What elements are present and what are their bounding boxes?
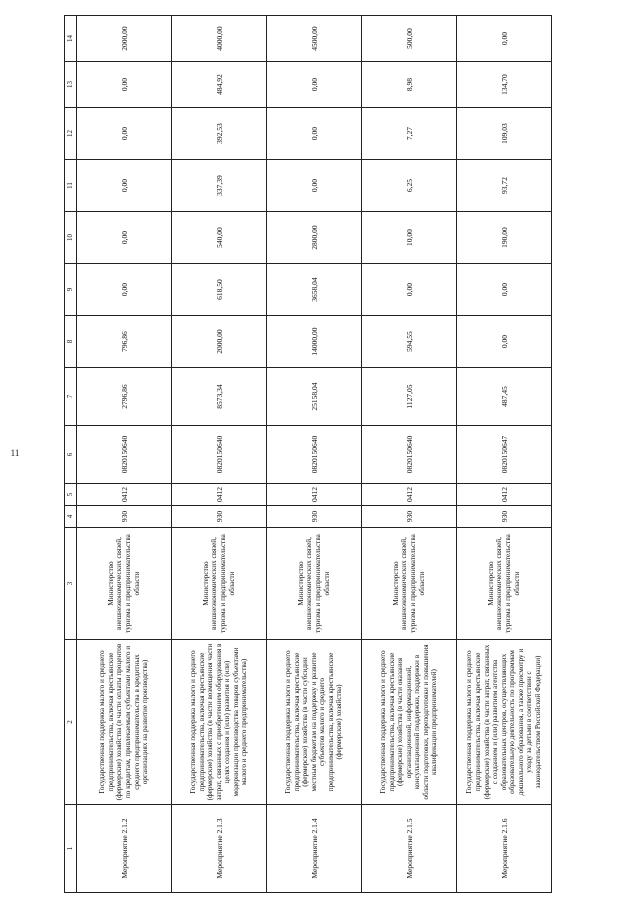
cell-c14: 500,00 bbox=[362, 16, 457, 62]
cell-c4: 930 bbox=[457, 506, 552, 528]
cell-c8: 796,86 bbox=[77, 316, 172, 368]
cell-c7: 2796,86 bbox=[77, 368, 172, 426]
page-number: 11 bbox=[10, 448, 20, 458]
col-header: 2 bbox=[65, 640, 77, 805]
header-row bbox=[65, 16, 77, 893]
cell-c4: 930 bbox=[362, 506, 457, 528]
program-table bbox=[64, 15, 552, 893]
cell-c10: 540,00 bbox=[172, 212, 267, 264]
col-header: 4 bbox=[65, 506, 77, 528]
cell-c11: 0,00 bbox=[267, 160, 362, 212]
cell-c8: 14000,00 bbox=[267, 316, 362, 368]
col-header: 7 bbox=[65, 368, 77, 426]
cell-c11: 0,00 bbox=[77, 160, 172, 212]
col-header: 8 bbox=[65, 316, 77, 368]
cell-c12: 7,27 bbox=[362, 108, 457, 160]
cell-c5: 0412 bbox=[457, 484, 552, 506]
cell-c14: 4000,00 bbox=[172, 16, 267, 62]
cell-c5: 0412 bbox=[77, 484, 172, 506]
cell-c4: 930 bbox=[77, 506, 172, 528]
executor: Министерство внешнеэкономических связей, туризма и предпринимательства области bbox=[457, 528, 552, 640]
col-header: 11 bbox=[65, 160, 77, 212]
col-header: 3 bbox=[65, 528, 77, 640]
measure-description: Государственная поддержка малого и среднего предпринимательства, включая крестьянские (фермерские) хозяйства (в части оплаты процентов по кредитам, привлекаемым субъектами малого и среднего предпринимательства в кредитных организациях на развитие производства) bbox=[77, 640, 172, 805]
cell-c8: 594,55 bbox=[362, 316, 457, 368]
table-row bbox=[172, 16, 267, 893]
measure-description: Государственная поддержка малого и среднего предпринимательства, включая крестьянские (фермерские) хозяйства (в части субсидии местным бюджетам на поддержку и развитие субъектов малого и среднего предпринимательства, включая крестьянские (фермерские) хозяйства) bbox=[267, 640, 362, 805]
cell-c7: 8573,34 bbox=[172, 368, 267, 426]
cell-c10: 10,00 bbox=[362, 212, 457, 264]
col-header: 9 bbox=[65, 264, 77, 316]
cell-c7: 1127,05 bbox=[362, 368, 457, 426]
cell-c12: 109,03 bbox=[457, 108, 552, 160]
cell-c14: 2000,00 bbox=[77, 16, 172, 62]
executor: Министерство внешнеэкономических связей, туризма и предпринимательства области bbox=[172, 528, 267, 640]
cell-c9: 0,00 bbox=[77, 264, 172, 316]
table-row bbox=[267, 16, 362, 893]
col-header: 6 bbox=[65, 426, 77, 484]
cell-c13: 8,98 bbox=[362, 62, 457, 108]
cell-c8: 2000,00 bbox=[172, 316, 267, 368]
cell-c12: 0,00 bbox=[267, 108, 362, 160]
cell-c13: 484,92 bbox=[172, 62, 267, 108]
measure-description: Государственная поддержка малого и среднего предпринимательства, включая крестьянские (фермерские) хозяйства (в части оказания организационной, информационной, консультационной поддержки, поддержки в области подготовки, переподготовки и повышения квалификации предпринимателей) bbox=[362, 640, 457, 805]
cell-c13: 0,00 bbox=[77, 62, 172, 108]
cell-c14: 0,00 bbox=[457, 16, 552, 62]
cell-c13: 134,70 bbox=[457, 62, 552, 108]
cell-c13: 0,00 bbox=[267, 62, 362, 108]
cell-c4: 930 bbox=[172, 506, 267, 528]
measure-name: Мероприятие 2.1.6 bbox=[457, 805, 552, 893]
cell-c6: 0820150640 bbox=[267, 426, 362, 484]
cell-c5: 0412 bbox=[172, 484, 267, 506]
col-header: 14 bbox=[65, 16, 77, 62]
col-header: 13 bbox=[65, 62, 77, 108]
cell-c8: 0,00 bbox=[457, 316, 552, 368]
cell-c6: 0820150647 bbox=[457, 426, 552, 484]
cell-c10: 190,00 bbox=[457, 212, 552, 264]
measure-name: Мероприятие 2.1.3 bbox=[172, 805, 267, 893]
measure-description: Государственная поддержка малого и среднего предпринимательства, включая крестьянские (фермерские) хозяйства (в части возмещения части затрат, связанных с приобретением оборудования в целях создания и (или) развития и (или) модернизации производства товаров субъектами малого и среднего предпринимательства) bbox=[172, 640, 267, 805]
cell-c11: 337,39 bbox=[172, 160, 267, 212]
cell-c6: 0820150640 bbox=[172, 426, 267, 484]
cell-c10: 0,00 bbox=[77, 212, 172, 264]
table-row bbox=[457, 16, 552, 893]
cell-c9: 0,00 bbox=[457, 264, 552, 316]
col-header: 5 bbox=[65, 484, 77, 506]
cell-c12: 0,00 bbox=[77, 108, 172, 160]
cell-c6: 0820150640 bbox=[77, 426, 172, 484]
cell-c11: 93,72 bbox=[457, 160, 552, 212]
cell-c6: 0820150640 bbox=[362, 426, 457, 484]
cell-c9: 3658,04 bbox=[267, 264, 362, 316]
table-row bbox=[362, 16, 457, 893]
executor: Министерство внешнеэкономических связей, туризма и предпринимательства области bbox=[267, 528, 362, 640]
measure-name: Мероприятие 2.1.5 bbox=[362, 805, 457, 893]
cell-c14: 4500,00 bbox=[267, 16, 362, 62]
cell-c9: 618,50 bbox=[172, 264, 267, 316]
measure-name: Мероприятие 2.1.2 bbox=[77, 805, 172, 893]
cell-c7: 25158,04 bbox=[267, 368, 362, 426]
cell-c5: 0412 bbox=[267, 484, 362, 506]
cell-c11: 6,25 bbox=[362, 160, 457, 212]
cell-c12: 392,53 bbox=[172, 108, 267, 160]
table-row bbox=[77, 16, 172, 893]
col-header: 12 bbox=[65, 108, 77, 160]
col-header: 10 bbox=[65, 212, 77, 264]
cell-c4: 930 bbox=[267, 506, 362, 528]
executor: Министерство внешнеэкономических связей, туризма и предпринимательства области bbox=[77, 528, 172, 640]
measure-description: Государственная поддержка малого и среднего предпринимательства, включая крестьянские (фермерские) хозяйства (в части затрат, связанных с созданием и (или) развитием агентства образовательных центров, осуществляющих образовательную деятельность по программам дошкольного образования, а также присмотру и уходу за детьми в соответствии с законодательством Российской Федерации) bbox=[457, 640, 552, 805]
measure-name: Мероприятие 2.1.4 bbox=[267, 805, 362, 893]
cell-c5: 0412 bbox=[362, 484, 457, 506]
cell-c7: 487,45 bbox=[457, 368, 552, 426]
executor: Министерство внешнеэкономических связей, туризма и предпринимательства области bbox=[362, 528, 457, 640]
cell-c10: 2800,00 bbox=[267, 212, 362, 264]
col-header: 1 bbox=[65, 805, 77, 893]
rotated-table-container bbox=[64, 16, 632, 893]
cell-c9: 0,00 bbox=[362, 264, 457, 316]
